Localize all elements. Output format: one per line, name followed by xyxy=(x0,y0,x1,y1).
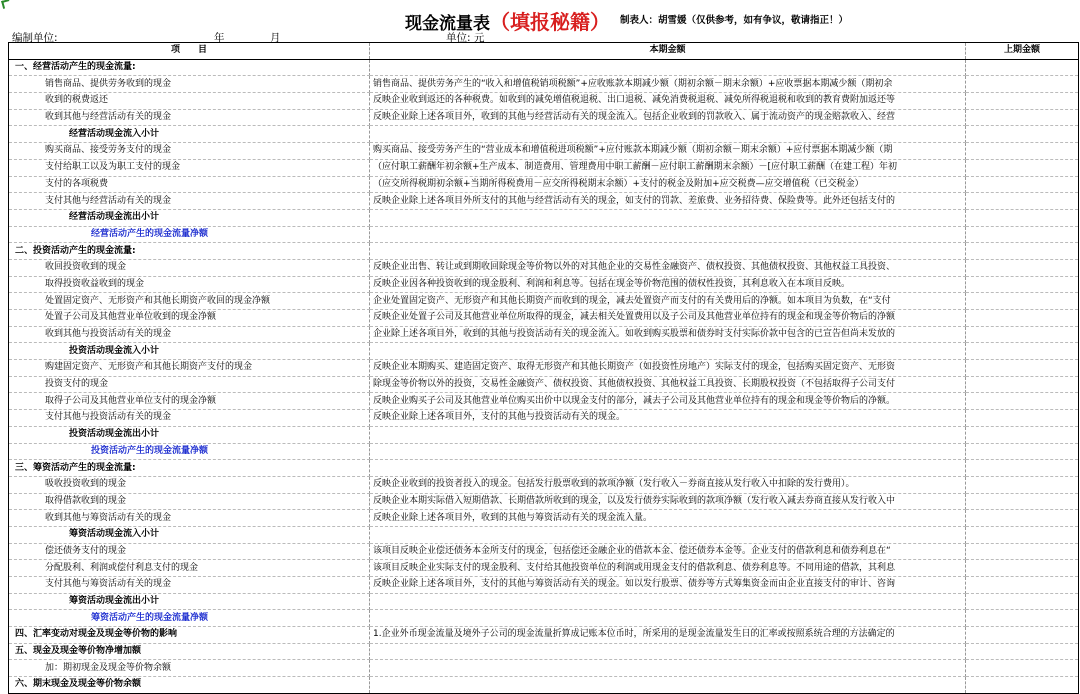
currency-label: 单位: 元 xyxy=(446,32,485,44)
row-previous-cell[interactable] xyxy=(966,393,1079,410)
row-item-cell[interactable]: 筹资活动产生的现金流量净额 xyxy=(9,610,370,627)
table-row xyxy=(9,226,1079,243)
row-current-cell[interactable]: 企业处置固定资产、无形资产和其他长期资产而收到的现金，减去处置资产而支付的有关费用后的净额。如本项目为负数，在“支付 xyxy=(370,293,966,310)
row-previous-cell[interactable] xyxy=(966,143,1079,160)
row-item-cell[interactable]: 收到其他与投资活动有关的现金 xyxy=(9,326,370,343)
table-row xyxy=(9,443,1079,460)
row-item-cell[interactable]: 三、筹资活动产生的现金流量: xyxy=(9,460,370,477)
cash-flow-table xyxy=(8,42,1079,694)
row-current-cell[interactable]: 该项目反映企业实际支付的现金股利、支付给其他投资单位的利润或用现金支付的借款利息、债券利息等。不同用途的借款，其利息 xyxy=(370,560,966,577)
row-current-cell[interactable]: 反映企业本期购买、建造固定资产、取得无形资产和其他长期资产（如投资性房地产）实际支付的现金，包括购买固定资产、无形资 xyxy=(370,360,966,377)
row-current-cell[interactable] xyxy=(370,593,966,610)
table-row xyxy=(9,76,1079,93)
table-row xyxy=(9,460,1079,477)
row-item-cell[interactable]: 经营活动现金流入小计 xyxy=(9,126,370,143)
row-current-cell[interactable]: 1.企业外币现金流量及境外子公司的现金流量折算成记账本位币时，所采用的是现金流量发生日的汇率或按照系统合理的方法确定的 xyxy=(370,627,966,644)
row-item-cell[interactable]: 取得子公司及其他营业单位支付的现金净额 xyxy=(9,393,370,410)
row-item-cell[interactable]: 收到其他与经营活动有关的现金 xyxy=(9,109,370,126)
row-item-cell[interactable]: 投资活动现金流出小计 xyxy=(9,426,370,443)
row-item-cell[interactable]: 支付其他与筹资活动有关的现金 xyxy=(9,577,370,594)
row-item-cell[interactable]: 分配股利、利润或偿付利息支付的现金 xyxy=(9,560,370,577)
table-row xyxy=(9,176,1079,193)
table-row xyxy=(9,610,1079,627)
row-previous-cell[interactable] xyxy=(966,543,1079,560)
row-current-cell[interactable] xyxy=(370,209,966,226)
row-item-cell[interactable]: 筹资活动现金流入小计 xyxy=(9,526,370,543)
row-item-cell[interactable]: 购买商品、接受劳务支付的现金 xyxy=(9,143,370,160)
table-row xyxy=(9,493,1079,510)
row-item-cell[interactable]: 支付其他与经营活动有关的现金 xyxy=(9,193,370,210)
table-row xyxy=(9,410,1079,427)
row-previous-cell[interactable] xyxy=(966,627,1079,644)
row-item-cell[interactable]: 加：期初现金及现金等价物余额 xyxy=(9,660,370,677)
title-text: 现金流量表 xyxy=(405,14,490,34)
row-current-cell[interactable]: 反映企业出售、转让或到期收回除现金等价物以外的对其他企业的交易性金融资产、债权投资、其他债权投资、其他权益工具投资、 xyxy=(370,259,966,276)
row-previous-cell[interactable] xyxy=(966,410,1079,427)
row-current-cell[interactable] xyxy=(370,343,966,360)
row-previous-cell[interactable] xyxy=(966,376,1079,393)
row-previous-cell[interactable] xyxy=(966,510,1079,527)
row-current-cell[interactable]: 反映企业除上述各项目外，支付的其他与筹资活动有关的现金。如以发行股票、债券等方式筹集资金而由企业直接支付的审计、咨询 xyxy=(370,577,966,594)
row-previous-cell[interactable] xyxy=(966,660,1079,677)
row-current-cell[interactable]: 反映企业除上述各项目外，收到的其他与筹资活动有关的现金流入量。 xyxy=(370,510,966,527)
row-previous-cell[interactable] xyxy=(966,159,1079,176)
row-current-cell[interactable]: 购买商品、接受劳务产生的“营业成本和增值税进项税额”+应付账款本期减少额（期初余额－期末余额）+应付票据本期减少额（期 xyxy=(370,143,966,160)
table-row xyxy=(9,109,1079,126)
row-current-cell[interactable]: （应交所得税期初余额+当期所得税费用－应交所得税期末余额）+支付的税金及附加+应交税费—应交增值税（已交税金） xyxy=(370,176,966,193)
row-previous-cell[interactable] xyxy=(966,293,1079,310)
row-item-cell[interactable]: 投资支付的现金 xyxy=(9,376,370,393)
row-item-cell[interactable]: 吸收投资收到的现金 xyxy=(9,476,370,493)
page-title xyxy=(405,6,610,35)
row-current-cell[interactable] xyxy=(370,660,966,677)
row-current-cell[interactable] xyxy=(370,243,966,260)
row-current-cell[interactable]: 该项目反映企业偿还债务本金所支付的现金，包括偿还金融企业的借款本金、偿还债券本金等。企业支付的借款利息和债券利息在“ xyxy=(370,543,966,560)
title-row xyxy=(0,4,1080,34)
month-label: 月 xyxy=(270,32,281,44)
table-row xyxy=(9,577,1079,594)
row-previous-cell[interactable] xyxy=(966,226,1079,243)
row-previous-cell[interactable] xyxy=(966,360,1079,377)
row-item-cell[interactable]: 收到的税费返还 xyxy=(9,93,370,110)
row-previous-cell[interactable] xyxy=(966,577,1079,594)
column-header-item[interactable]: 项 目 xyxy=(9,43,370,60)
table-row xyxy=(9,677,1079,694)
row-current-cell[interactable] xyxy=(370,460,966,477)
row-previous-cell[interactable] xyxy=(966,610,1079,627)
row-current-cell[interactable]: 反映企业除上述各项目外，支付的其他与投资活动有关的现金。 xyxy=(370,410,966,427)
row-previous-cell[interactable] xyxy=(966,476,1079,493)
row-previous-cell[interactable] xyxy=(966,560,1079,577)
table-row xyxy=(9,126,1079,143)
row-previous-cell[interactable] xyxy=(966,209,1079,226)
row-current-cell[interactable] xyxy=(370,226,966,243)
row-current-cell[interactable]: 反映企业收到的投资者投入的现金。包括发行股票收到的款项净额（发行收入－券商直接从发行收入中扣除的发行费用）。 xyxy=(370,476,966,493)
row-item-cell[interactable]: 取得投资收益收到的现金 xyxy=(9,276,370,293)
table-header-row xyxy=(9,43,1079,60)
row-item-cell[interactable]: 支付的各项税费 xyxy=(9,176,370,193)
row-previous-cell[interactable] xyxy=(966,109,1079,126)
table-row xyxy=(9,510,1079,527)
row-item-cell[interactable]: 四、汇率变动对现金及现金等价物的影响 xyxy=(9,627,370,644)
row-item-cell[interactable]: 取得借款收到的现金 xyxy=(9,493,370,510)
row-previous-cell[interactable] xyxy=(966,443,1079,460)
row-item-cell[interactable]: 投资活动产生的现金流量净额 xyxy=(9,443,370,460)
table-row xyxy=(9,209,1079,226)
table-row xyxy=(9,143,1079,160)
row-item-cell[interactable]: 处置固定资产、无形资产和其他长期资产收回的现金净额 xyxy=(9,293,370,310)
row-current-cell[interactable] xyxy=(370,677,966,694)
table-row xyxy=(9,660,1079,677)
row-previous-cell[interactable] xyxy=(966,677,1079,694)
row-current-cell[interactable]: 反映企业处置子公司及其他营业单位所取得的现金，减去相关处置费用以及子公司及其他营业单位持有的现金和现金等价物后的净额 xyxy=(370,310,966,327)
row-current-cell[interactable]: 反映企业购买子公司及其他营业单位购买出价中以现金支付的部分，减去子公司及其他营业单位持有的现金和现金等价物后的净额。 xyxy=(370,393,966,410)
row-previous-cell[interactable] xyxy=(966,493,1079,510)
table-row xyxy=(9,376,1079,393)
row-previous-cell[interactable] xyxy=(966,76,1079,93)
row-current-cell[interactable] xyxy=(370,643,966,660)
table-row xyxy=(9,293,1079,310)
row-current-cell[interactable]: 反映企业本期实际借入短期借款、长期借款所收到的现金，以及发行债券实际收到的款项净额（发行收入减去券商直接从发行收入中 xyxy=(370,493,966,510)
row-item-cell[interactable]: 支付给职工以及为职工支付的现金 xyxy=(9,159,370,176)
table-row xyxy=(9,643,1079,660)
year-label: 年 xyxy=(214,32,225,44)
table-row xyxy=(9,59,1079,76)
row-current-cell[interactable]: 反映企业收到返还的各种税费。如收到的减免增值税退税、出口退税、减免消费税退税、减免所得税退税和收到的教育费附加返还等 xyxy=(370,93,966,110)
row-current-cell[interactable] xyxy=(370,526,966,543)
row-current-cell[interactable]: （应付职工薪酬年初余额+生产成本、制造费用、管理费用中职工薪酬－应付职工薪酬期末余额）－[应付职工薪酬（在建工程）年初 xyxy=(370,159,966,176)
row-previous-cell[interactable] xyxy=(966,176,1079,193)
row-item-cell[interactable]: 偿还债务支付的现金 xyxy=(9,543,370,560)
row-previous-cell[interactable] xyxy=(966,93,1079,110)
table-row xyxy=(9,259,1079,276)
row-item-cell[interactable]: 支付其他与投资活动有关的现金 xyxy=(9,410,370,427)
row-current-cell[interactable]: 反映企业除上述各项目外，收到的其他与经营活动有关的现金流入。包括企业收到的罚款收入、属于流动资产的现金赔款收入、经营 xyxy=(370,109,966,126)
row-previous-cell[interactable] xyxy=(966,126,1079,143)
row-current-cell[interactable]: 反映企业因各种投资收到的现金股利、利润和利息等。包括在现金等价物范围的债权性投资，其利息收入在本项目反映。 xyxy=(370,276,966,293)
row-item-cell[interactable]: 六、期末现金及现金等价物余额 xyxy=(9,677,370,694)
row-current-cell[interactable]: 销售商品、提供劳务产生的“收入和增值税销项税额”+应收账款本期减少额（期初余额－期末余额）+应收票据本期减少额（期初余 xyxy=(370,76,966,93)
row-previous-cell[interactable] xyxy=(966,426,1079,443)
row-current-cell[interactable] xyxy=(370,426,966,443)
row-previous-cell[interactable] xyxy=(966,243,1079,260)
table-row xyxy=(9,159,1079,176)
row-item-cell[interactable]: 收回投资收到的现金 xyxy=(9,259,370,276)
row-previous-cell[interactable] xyxy=(966,276,1079,293)
table-row xyxy=(9,560,1079,577)
row-item-cell[interactable]: 五、现金及现金等价物净增加额 xyxy=(9,643,370,660)
row-previous-cell[interactable] xyxy=(966,259,1079,276)
row-previous-cell[interactable] xyxy=(966,593,1079,610)
row-item-cell[interactable]: 二、投资活动产生的现金流量: xyxy=(9,243,370,260)
row-current-cell[interactable] xyxy=(370,610,966,627)
table-row xyxy=(9,627,1079,644)
table-row xyxy=(9,243,1079,260)
table-row xyxy=(9,193,1079,210)
row-item-cell[interactable]: 投资活动现金流入小计 xyxy=(9,343,370,360)
row-current-cell[interactable]: 除现金等价物以外的投资，交易性金融资产、债权投资、其他债权投资、其他权益工具投资、长期股权投资（不包括取得子公司支付 xyxy=(370,376,966,393)
row-item-cell[interactable]: 一、经营活动产生的现金流量: xyxy=(9,59,370,76)
row-previous-cell[interactable] xyxy=(966,526,1079,543)
table-row xyxy=(9,326,1079,343)
row-item-cell[interactable]: 经营活动产生的现金流量净额 xyxy=(9,226,370,243)
row-previous-cell[interactable] xyxy=(966,59,1079,76)
table-body xyxy=(9,59,1079,693)
table-row xyxy=(9,426,1079,443)
row-previous-cell[interactable] xyxy=(966,343,1079,360)
table-row xyxy=(9,343,1079,360)
row-item-cell[interactable]: 经营活动现金流出小计 xyxy=(9,209,370,226)
column-header-previous[interactable]: 上期金额 xyxy=(966,43,1079,60)
table-row xyxy=(9,543,1079,560)
row-item-cell[interactable]: 筹资活动现金流出小计 xyxy=(9,593,370,610)
row-previous-cell[interactable] xyxy=(966,193,1079,210)
row-previous-cell[interactable] xyxy=(966,310,1079,327)
row-previous-cell[interactable] xyxy=(966,643,1079,660)
table-row xyxy=(9,393,1079,410)
row-current-cell[interactable] xyxy=(370,59,966,76)
table-row xyxy=(9,593,1079,610)
table-row xyxy=(9,476,1079,493)
table-row xyxy=(9,93,1079,110)
table-row xyxy=(9,310,1079,327)
unit-label: 编制单位: xyxy=(12,32,58,44)
row-current-cell[interactable]: 企业除上述各项目外，收到的其他与投资活动有关的现金流入。如收到购买股票和债券时支付实际价款中包含的已宣告但尚未发放的 xyxy=(370,326,966,343)
table-row xyxy=(9,526,1079,543)
row-item-cell[interactable]: 收到其他与筹资活动有关的现金 xyxy=(9,510,370,527)
row-previous-cell[interactable] xyxy=(966,326,1079,343)
column-header-current[interactable]: 本期金额 xyxy=(370,43,966,60)
table-row xyxy=(9,360,1079,377)
author-note: 制表人：胡雪媛（仅供参考，如有争议，敬请指正！） xyxy=(620,15,849,26)
table-row xyxy=(9,276,1079,293)
title-highlight: （填报秘籍） xyxy=(490,10,610,34)
row-previous-cell[interactable] xyxy=(966,460,1079,477)
row-item-cell[interactable]: 处置子公司及其他营业单位收到的现金净额 xyxy=(9,310,370,327)
row-item-cell[interactable]: 销售商品、提供劳务收到的现金 xyxy=(9,76,370,93)
row-current-cell[interactable] xyxy=(370,443,966,460)
row-item-cell[interactable]: 购建固定资产、无形资产和其他长期资产支付的现金 xyxy=(9,360,370,377)
row-current-cell[interactable]: 反映企业除上述各项目外所支付的其他与经营活动有关的现金，如支付的罚款、差旅费、业务招待费、保险费等。此外还包括支付的 xyxy=(370,193,966,210)
row-current-cell[interactable] xyxy=(370,126,966,143)
